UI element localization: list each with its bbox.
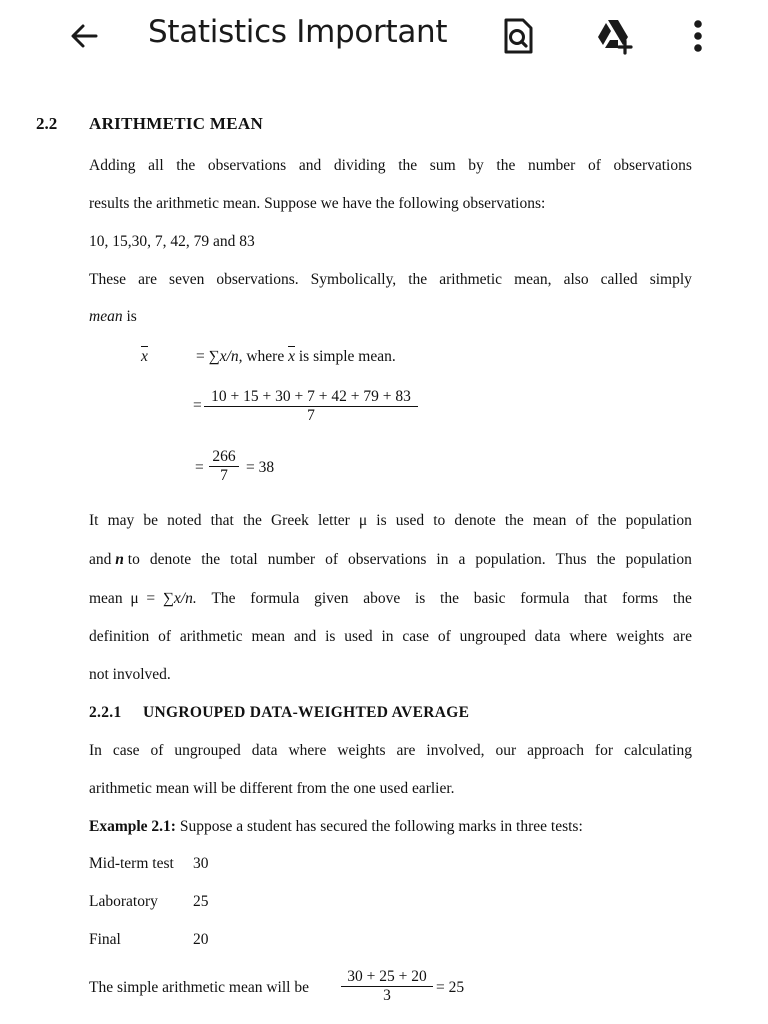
observations-list: 10, 15,30, 7, 42, 79 and 83 [89, 233, 255, 250]
paragraph-line [89, 742, 692, 760]
word: calculating [623, 742, 692, 759]
word: a [458, 551, 466, 568]
word: that [210, 512, 234, 529]
mean-term: mean [89, 308, 123, 325]
word: and [89, 551, 116, 568]
word: ungrouped [459, 628, 526, 645]
section-title: ARITHMETIC MEAN [89, 114, 264, 133]
word: also [563, 271, 589, 288]
word: the [398, 157, 418, 174]
word: ungrouped [174, 742, 241, 759]
marks-test-name: Mid-term test [89, 855, 174, 872]
fraction-numerator: 266 [212, 448, 236, 465]
word: The [211, 590, 236, 607]
word [89, 590, 197, 608]
word: the [597, 512, 617, 529]
word: that [584, 590, 608, 607]
word: of [437, 628, 451, 645]
word: case [112, 742, 140, 759]
word: of [587, 157, 601, 174]
text-fragment: = ∑ [196, 348, 220, 365]
fraction-denominator: 3 [383, 987, 391, 1004]
back-button[interactable] [60, 12, 108, 60]
word: n [115, 551, 124, 568]
word: Adding [89, 157, 136, 174]
paragraph-line: not involved. [89, 666, 171, 683]
word: noted [167, 512, 202, 529]
text-fragment: is simple mean. [295, 348, 396, 365]
word: population [625, 512, 692, 529]
sum-fraction [204, 388, 418, 425]
word: forms [622, 590, 659, 607]
word: above [363, 590, 401, 607]
word: number [267, 551, 316, 568]
paragraph-line [89, 512, 692, 530]
word: where [569, 628, 608, 645]
word: population. [475, 551, 546, 568]
word: used [395, 512, 425, 529]
word: formula [520, 590, 570, 607]
document-page [0, 72, 768, 1024]
word: Thus [555, 551, 587, 568]
word: weights [337, 742, 386, 759]
word: weights [616, 628, 665, 645]
example-label: Example 2.1: [89, 818, 176, 835]
word: and [298, 157, 322, 174]
word: x/n. [173, 590, 197, 607]
marks-test-name: Laboratory [89, 893, 158, 910]
section-number: 2.2 [36, 114, 58, 133]
word: These [89, 271, 127, 288]
paragraph-line [89, 271, 692, 289]
subsection-number: 2.2.1 [89, 704, 122, 721]
more-options-button[interactable] [674, 12, 722, 60]
app-bar [0, 0, 768, 72]
total-fraction [209, 448, 239, 485]
equals-sign: = [193, 397, 202, 414]
fraction-denominator: 7 [307, 407, 315, 424]
more-vert-icon [692, 19, 704, 53]
word: mean [251, 628, 286, 645]
word [89, 551, 140, 569]
text-fragment: where [242, 348, 289, 365]
word: definition [89, 628, 150, 645]
word: involved, [426, 742, 485, 759]
word: the [201, 551, 221, 568]
word: total [230, 551, 258, 568]
word: to [123, 551, 140, 568]
marks-score: 25 [193, 893, 209, 910]
word: In [89, 742, 102, 759]
word: may [107, 512, 135, 529]
word: case [402, 628, 430, 645]
word: all [148, 157, 164, 174]
word: observations [613, 157, 692, 174]
word: the [596, 551, 616, 568]
subsection-title: UNGROUPED DATA-WEIGHTED AVERAGE [143, 704, 470, 721]
word: mean, [514, 271, 552, 288]
word: basic [473, 590, 506, 607]
word: where [288, 742, 327, 759]
fraction-numerator: 30 + 25 + 20 [347, 968, 427, 985]
word: of [325, 551, 339, 568]
paragraph-line [89, 590, 692, 608]
simple-mean-text: The simple arithmetic mean will be [89, 979, 309, 996]
x-bar: x [141, 348, 148, 365]
word: observations [207, 157, 287, 174]
word: for [594, 742, 613, 759]
add-to-drive-button[interactable] [590, 12, 638, 60]
paragraph-line [89, 628, 692, 646]
equals-sign: = [195, 459, 204, 476]
fraction-numerator: 10 + 15 + 30 + 7 + 42 + 79 + 83 [211, 388, 411, 405]
word: are [673, 628, 692, 645]
word: is [414, 590, 426, 607]
drive-add-icon [594, 17, 634, 55]
word: μ [358, 512, 368, 529]
word: dividing [333, 157, 386, 174]
example-text: Suppose a student has secured the following marks in three tests: [175, 818, 583, 835]
word: arithmetic [179, 628, 243, 645]
word: observations [348, 551, 427, 568]
word: letter [317, 512, 350, 529]
word: the [504, 512, 524, 529]
word: the [408, 271, 428, 288]
example-line [89, 818, 583, 836]
word: and [293, 628, 317, 645]
word: in [381, 628, 394, 645]
x-bar-symbol [141, 348, 148, 366]
word: It [89, 512, 99, 529]
paragraph-line [89, 157, 692, 175]
word: population [625, 551, 692, 568]
word: formula [250, 590, 300, 607]
fraction-denominator: 7 [220, 467, 228, 484]
word: data [251, 742, 278, 759]
word: Symbolically, [310, 271, 397, 288]
word: arithmetic [439, 271, 503, 288]
word: are [138, 271, 157, 288]
word: of [158, 628, 172, 645]
mean-result: = 38 [246, 459, 275, 476]
paragraph-line [89, 551, 692, 569]
word: approach [527, 742, 584, 759]
word: the [672, 590, 692, 607]
marks-score: 20 [193, 931, 209, 948]
word: data [534, 628, 561, 645]
marks-fraction [341, 968, 433, 1005]
word: number [527, 157, 576, 174]
search-document-icon [501, 17, 535, 55]
word: is [325, 628, 336, 645]
simple-mean-result: = 25 [436, 979, 465, 996]
word: observations. [216, 271, 299, 288]
word: denote [454, 512, 496, 529]
paragraph-line [89, 308, 137, 326]
paragraph-line: results the arithmetic mean. Suppose we have the following observations: [89, 195, 546, 212]
marks-score: 30 [193, 855, 209, 872]
word: sum [429, 157, 456, 174]
word: the [242, 512, 262, 529]
paragraph-line: arithmetic mean will be different from the one used earlier. [89, 780, 455, 797]
word: of [150, 742, 164, 759]
word: given [314, 590, 349, 607]
word: our [495, 742, 517, 759]
arrow-left-icon [66, 18, 102, 54]
word: denote [149, 551, 192, 568]
word: simply [649, 271, 692, 288]
word: be [143, 512, 158, 529]
word: by [468, 157, 484, 174]
search-in-document-button[interactable] [494, 12, 542, 60]
word: to [433, 512, 446, 529]
word: mean μ = ∑ [89, 590, 174, 607]
word: of [575, 512, 589, 529]
mean-definition [196, 348, 396, 366]
word: the [496, 157, 516, 174]
word: Greek [270, 512, 309, 529]
word: are [396, 742, 416, 759]
word: in [436, 551, 449, 568]
word: the [440, 590, 459, 607]
word: mean [532, 512, 567, 529]
text-fragment: is [122, 308, 137, 325]
word: used [344, 628, 373, 645]
word: called [600, 271, 638, 288]
word: seven [169, 271, 205, 288]
word: the [176, 157, 196, 174]
text-fragment: x/n, [219, 348, 243, 365]
x-bar: x [288, 348, 295, 365]
word: is [376, 512, 387, 529]
document-title: Statistics Important [148, 14, 448, 50]
marks-test-name: Final [89, 931, 121, 948]
